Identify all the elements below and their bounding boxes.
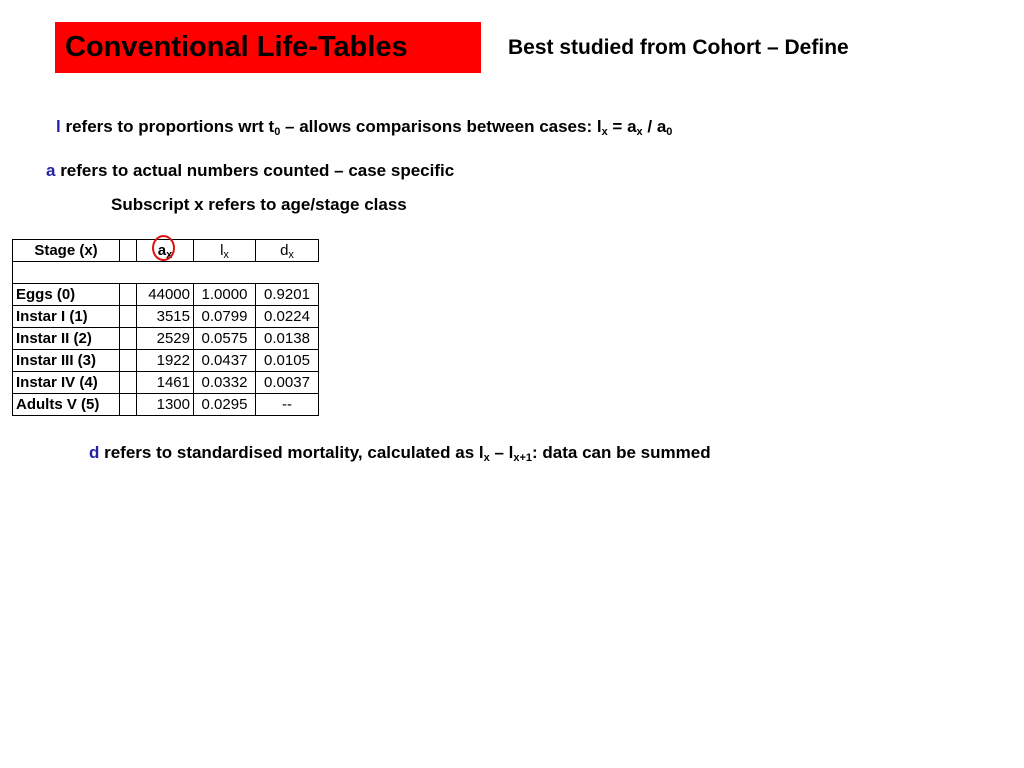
header-lx xyxy=(194,240,256,262)
subscript: x xyxy=(166,248,173,261)
slide-title: Conventional Life-Tables xyxy=(65,31,408,63)
life-table xyxy=(12,239,319,416)
highlight-circle xyxy=(152,235,175,261)
cell-ax: 3515 xyxy=(137,306,194,328)
table-blank-row xyxy=(13,262,319,284)
table-spacer xyxy=(120,306,137,328)
cell-dx: 0.0037 xyxy=(256,372,319,394)
cell-dx: 0.0138 xyxy=(256,328,319,350)
header-stage: Stage (x) xyxy=(13,240,120,262)
table-row xyxy=(13,284,319,306)
cell-stage: Instar III (3) xyxy=(13,350,120,372)
definition-d-text: : data can be summed xyxy=(532,443,711,462)
header-lx-letter: l xyxy=(220,241,224,259)
cell-dx: 0.9201 xyxy=(256,284,319,306)
cell-dx: 0.0224 xyxy=(256,306,319,328)
cell-lx: 0.0575 xyxy=(194,328,256,350)
table-spacer xyxy=(120,284,137,306)
cell-dx: 0.0105 xyxy=(256,350,319,372)
cell-ax: 44000 xyxy=(137,284,194,306)
cell-lx: 0.0437 xyxy=(194,350,256,372)
subscript: 0 xyxy=(666,126,673,138)
header-dx xyxy=(256,240,319,262)
cell-stage: Adults V (5) xyxy=(13,394,120,416)
cell-dx: -- xyxy=(256,394,319,416)
cell-stage: Eggs (0) xyxy=(13,284,120,306)
blank-cell xyxy=(13,262,319,284)
key-letter-d: d xyxy=(89,443,100,462)
table-row xyxy=(13,394,319,416)
definition-l-text: refers to proportions wrt t xyxy=(60,117,275,136)
table-spacer xyxy=(120,240,137,262)
cell-lx: 0.0332 xyxy=(194,372,256,394)
header-ax xyxy=(137,240,194,262)
definition-d-text: – l xyxy=(489,443,514,462)
cell-stage: Instar II (2) xyxy=(13,328,120,350)
definition-d-text: refers to standardised mortality, calculated as l xyxy=(99,443,484,462)
title-banner xyxy=(55,22,481,73)
cell-lx: 1.0000 xyxy=(194,284,256,306)
definition-l xyxy=(56,117,672,137)
header-ax-letter: a xyxy=(157,241,167,259)
table-row xyxy=(13,350,319,372)
subscript-note: Subscript x refers to age/stage class xyxy=(111,195,407,214)
key-letter-a: a xyxy=(46,161,56,180)
subscript: x+1 xyxy=(513,452,533,464)
table-spacer xyxy=(120,372,137,394)
subscript: x xyxy=(223,248,229,261)
subscript: x xyxy=(288,248,294,261)
definition-a-text: refers to actual numbers counted – case specific xyxy=(55,161,455,180)
table-spacer xyxy=(120,394,137,416)
subscript: 0 xyxy=(274,126,281,138)
cell-stage: Instar IV (4) xyxy=(13,372,120,394)
cell-ax: 1922 xyxy=(137,350,194,372)
subscript: x xyxy=(636,126,643,138)
cell-stage: Instar I (1) xyxy=(13,306,120,328)
cell-ax: 1300 xyxy=(137,394,194,416)
header-dx-letter: d xyxy=(280,241,289,259)
cell-ax: 2529 xyxy=(137,328,194,350)
definition-a xyxy=(46,161,454,181)
definition-l-text: = a xyxy=(607,117,637,136)
key-letter-l: l xyxy=(56,117,61,136)
cell-lx: 0.0295 xyxy=(194,394,256,416)
cell-ax: 1461 xyxy=(137,372,194,394)
ax-label-wrap xyxy=(158,241,172,261)
definition-l-text: / a xyxy=(642,117,667,136)
slide-subtitle: Best studied from Cohort – Define xyxy=(508,36,849,59)
cell-lx: 0.0799 xyxy=(194,306,256,328)
subscript: x xyxy=(601,126,608,138)
table-row xyxy=(13,306,319,328)
table-header-row xyxy=(13,240,319,262)
table-row xyxy=(13,372,319,394)
table-row xyxy=(13,328,319,350)
subscript: x xyxy=(483,452,490,464)
definition-d xyxy=(89,443,711,463)
table-spacer xyxy=(120,350,137,372)
table-spacer xyxy=(120,328,137,350)
definition-l-text: – allows comparisons between cases: l xyxy=(280,117,602,136)
